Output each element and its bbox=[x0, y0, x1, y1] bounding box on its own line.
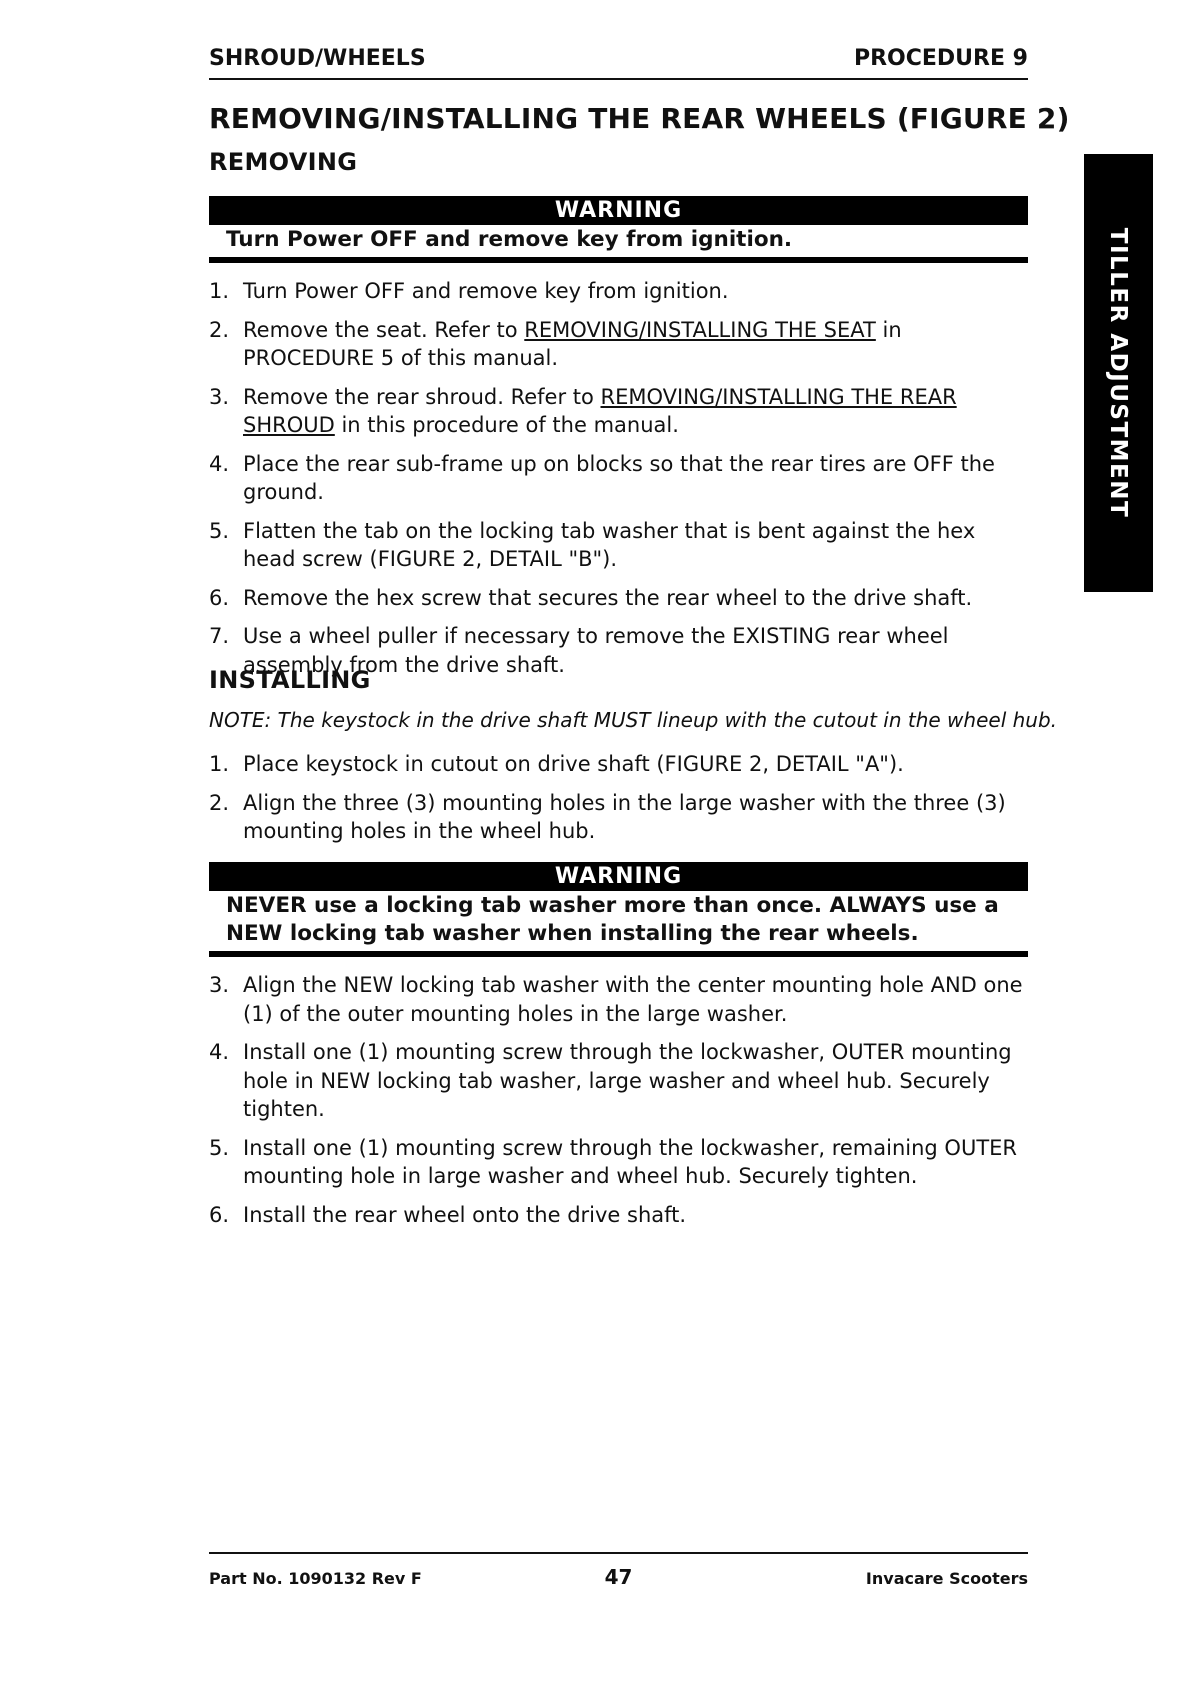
side-tab-label: TILLER ADJUSTMENT bbox=[1105, 227, 1131, 519]
warning-label: WARNING bbox=[209, 196, 1028, 225]
list-item: 5. Install one (1) mounting screw through the lockwasher, remaining OUTER mounting hole in large washer and wheel hub. Securely tighten. bbox=[209, 1135, 1018, 1188]
list-item: 4. Install one (1) mounting screw through the lockwasher, OUTER mounting hole in NEW locking tab washer, large washer and wheel hub. Securely tighten. bbox=[209, 1040, 1012, 1121]
brand-name: Invacare Scooters bbox=[865, 1569, 1028, 1588]
warning-label: WARNING bbox=[209, 862, 1028, 891]
installing-steps-b bbox=[209, 971, 1028, 1239]
installing-heading: INSTALLING bbox=[209, 666, 371, 694]
warning-text: NEVER use a locking tab washer more than once. ALWAYS use a NEW locking tab washer when installing the rear wheels. bbox=[226, 893, 999, 946]
warning-rule bbox=[209, 257, 1028, 263]
warning-text: Turn Power OFF and remove key from ignition. bbox=[226, 227, 793, 252]
removing-steps bbox=[209, 277, 1028, 689]
list-item: 6. Remove the hex screw that secures the rear wheel to the drive shaft. bbox=[209, 585, 973, 610]
list-item: 2. Remove the seat. Refer to REMOVING/INSTALLING THE SEAT in PROCEDURE 5 of this manual. bbox=[209, 317, 902, 370]
chapter-side-tab bbox=[1084, 154, 1153, 592]
list-item: 3. Align the NEW locking tab washer with the center mounting hole AND one (1) of the outer mounting holes in the large washer. bbox=[209, 973, 1023, 1026]
list-item: 2. Align the three (3) mounting holes in the large washer with the three (3) mounting holes in the wheel hub. bbox=[209, 790, 1006, 843]
procedure-number: PROCEDURE 9 bbox=[853, 46, 1028, 71]
warning-box-installing bbox=[209, 862, 1028, 960]
keystock-note: NOTE: The keystock in the drive shaft MUST lineup with the cutout in the wheel hub. bbox=[209, 708, 1058, 732]
list-item: 7. Use a wheel puller if necessary to remove the EXISTING rear wheel assembly from the drive shaft. bbox=[209, 624, 949, 677]
warning-rule bbox=[209, 951, 1028, 957]
list-item: 4. Place the rear sub-frame up on blocks so that the rear tires are OFF the ground. bbox=[209, 451, 995, 504]
warning-box-removing bbox=[209, 196, 1028, 266]
page-header bbox=[209, 44, 1028, 80]
list-item: 6. Install the rear wheel onto the drive shaft. bbox=[209, 1202, 687, 1227]
list-item: 1. Turn Power OFF and remove key from ignition. bbox=[209, 279, 729, 303]
page-number: 47 bbox=[604, 1565, 633, 1589]
section-name: SHROUD/WHEELS bbox=[209, 46, 426, 71]
installing-steps-a bbox=[209, 750, 1028, 856]
list-item: 3. Remove the rear shroud. Refer to REMOVING/INSTALLING THE REAR SHROUD in this procedure of the manual. bbox=[209, 384, 957, 437]
footer-rule bbox=[209, 1552, 1028, 1554]
rear-shroud-procedure-reference: REMOVING/INSTALLING THE REAR SHROUD bbox=[243, 384, 957, 437]
seat-procedure-reference: REMOVING/INSTALLING THE SEAT bbox=[524, 317, 876, 342]
removing-heading: REMOVING bbox=[209, 148, 358, 176]
page-footer bbox=[209, 1565, 1028, 1593]
list-item: 5. Flatten the tab on the locking tab washer that is bent against the hex head screw (FIGURE 2, DETAIL "B"). bbox=[209, 518, 976, 571]
part-number: Part No. 1090132 Rev F bbox=[209, 1569, 422, 1588]
list-item: 1. Place keystock in cutout on drive shaft (FIGURE 2, DETAIL "A"). bbox=[209, 752, 904, 776]
page-title: REMOVING/INSTALLING THE REAR WHEELS (FIGURE 2) bbox=[209, 102, 1070, 135]
